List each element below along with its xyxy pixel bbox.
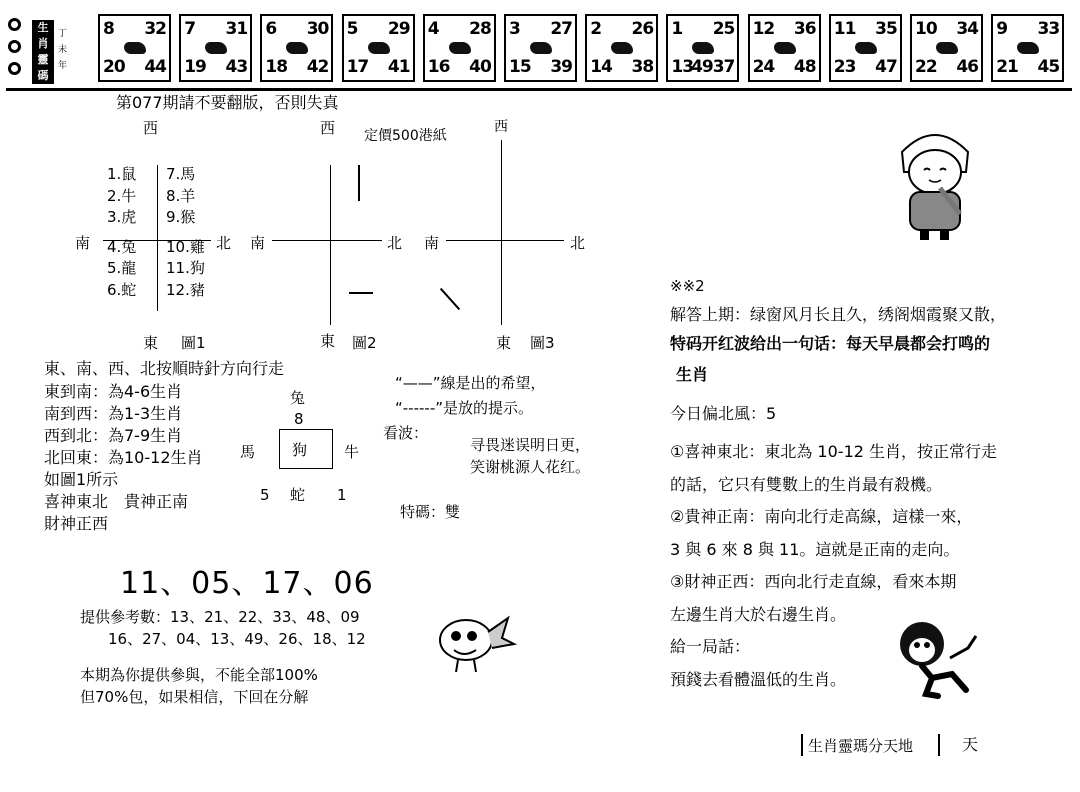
cell-number: 11 — [833, 19, 856, 39]
banner-tab — [6, 14, 94, 86]
hint-line — [440, 288, 460, 310]
cross-bottom: 蛇 — [290, 486, 306, 504]
cross-top: 兔 — [290, 389, 306, 407]
zodiac-cell — [585, 14, 658, 82]
zodiac-animal-icon — [205, 42, 227, 54]
zodiac-item: 1.鼠 — [107, 165, 137, 183]
cell-number: 45 — [1037, 57, 1060, 77]
hint-line — [358, 165, 360, 201]
cell-number: 23 — [833, 57, 856, 77]
cell-number: 26 — [631, 19, 654, 39]
cell-number: 38 — [631, 57, 654, 77]
zodiac-cell — [910, 14, 983, 82]
cell-number: 44 — [144, 57, 166, 77]
cross-bottom-left: 5 — [260, 486, 270, 504]
cell-number: 12 — [752, 19, 775, 39]
main-numbers: 11、05、17、06 — [120, 566, 374, 601]
zodiac-cell — [260, 14, 333, 82]
zodiac-item: 7.馬 — [166, 165, 196, 183]
tab-year: 丁 未 年 — [58, 29, 68, 71]
cell-number: 13 — [671, 57, 694, 77]
dir-north: 北 — [216, 234, 232, 252]
cell-number: 31 — [225, 19, 248, 39]
cell-number: 20 — [103, 57, 125, 77]
analysis-line: 的話，它只有雙數上的生肖最有殺機。 — [670, 474, 943, 494]
cell-number: 19 — [184, 57, 206, 77]
cell-number: 2 — [590, 19, 602, 39]
cell-number: 22 — [915, 57, 937, 77]
dir-south: 南 — [424, 234, 440, 252]
legend-solid: “——”線是出的希望， — [395, 374, 546, 392]
footer-bar — [938, 734, 940, 756]
cell-number: 27 — [550, 19, 572, 39]
hint-line — [349, 292, 373, 294]
cell-number: 4937 — [691, 57, 735, 77]
zodiac-cell — [179, 14, 252, 82]
analysis-line: 左邊生肖大於右邊生肖。 — [670, 604, 847, 624]
girl-illustration-icon — [880, 122, 990, 247]
zodiac-cell — [666, 14, 739, 82]
zodiac-animal-icon — [855, 42, 877, 54]
axis-horizontal — [272, 240, 382, 241]
cell-number: 14 — [590, 57, 612, 77]
cell-number: 29 — [387, 19, 410, 39]
cell-number: 3 — [509, 19, 520, 39]
cell-number: 6 — [265, 19, 277, 39]
cell-number: 25 — [712, 19, 735, 39]
tab-label: 生 肖 靈 碼 — [32, 20, 54, 84]
dir-east: 東 — [320, 332, 336, 350]
kanbo-label: 看波： — [383, 424, 429, 442]
dir-west: 西 — [143, 119, 159, 137]
cell-number: 15 — [509, 57, 531, 77]
zodiac-list-right — [166, 164, 205, 301]
cell-number: 39 — [550, 57, 572, 77]
price-label: 定價500港紙 — [364, 128, 447, 144]
cartoon-creature-icon — [436, 608, 518, 678]
issue-notice: 第077期請不要翻版，否則失真 — [116, 93, 339, 112]
note-line2: 但70%包，如果相信，下回在分解 — [80, 688, 309, 706]
analysis-paragraphs — [670, 436, 997, 696]
zodiac-cell — [342, 14, 415, 82]
zodiac-item: 6.蛇 — [107, 280, 137, 299]
analysis-line: ②貴神正南：南向北行走高線，這樣一來， — [670, 507, 973, 526]
zodiac-cell — [504, 14, 577, 82]
cell-number: 10 — [915, 19, 937, 39]
cell-number: 24 — [752, 57, 775, 77]
zodiac-animal-icon — [449, 42, 471, 54]
cell-number: 21 — [996, 57, 1018, 77]
cell-number: 9 — [996, 19, 1008, 39]
zodiac-animal-icon — [530, 42, 552, 54]
cross-right: 牛 — [344, 443, 360, 461]
axis-vertical — [330, 165, 331, 325]
analysis-line: ①喜神東北：東北為 10-12 生肖，按正常行走 — [670, 442, 998, 461]
gods-line: 喜神東北 貴神正南 — [44, 492, 189, 511]
diagram-caption: 圖3 — [530, 334, 555, 352]
dir-west: 西 — [320, 119, 336, 137]
zodiac-cell — [423, 14, 496, 82]
footer-bar — [801, 734, 803, 756]
zodiac-cell — [98, 14, 171, 82]
kanbo-line2: 笑谢桃源人花红。 — [470, 458, 591, 476]
kanbo-line1: 寻畏迷误明日更， — [470, 436, 591, 454]
rules-list — [44, 381, 203, 535]
cell-number: 47 — [875, 57, 897, 77]
wealth-line: 財神正西 — [44, 514, 109, 533]
zodiac-animal-icon — [1017, 42, 1039, 54]
marker: ※※2 — [670, 277, 705, 295]
cell-number: 7 — [184, 19, 196, 39]
divider-vertical — [157, 165, 158, 311]
refs-values: 13、21、22、33、48、09 — [170, 608, 360, 626]
zodiac-animal-icon — [936, 42, 958, 54]
cell-number: 32 — [144, 19, 166, 39]
answer-line3: 生肖 — [676, 365, 709, 384]
analysis-line: 預錢去看體溫低的生肖。 — [670, 669, 847, 689]
zodiac-item: 2.牛 — [107, 186, 137, 205]
cell-number: 46 — [956, 57, 978, 77]
cell-number: 36 — [793, 19, 816, 39]
diagram-caption: 圖2 — [352, 334, 377, 352]
cell-number: 35 — [875, 19, 897, 39]
cell-number: 34 — [956, 19, 978, 39]
zodiac-item: 5.龍 — [107, 259, 137, 277]
analysis-line: ③財神正西：西向北行走直線，看來本期 — [670, 572, 957, 591]
zodiac-animal-icon — [124, 42, 146, 54]
zodiac-animal-icon — [286, 42, 308, 54]
rules-intro: 東、南、西、北按順時針方向行走 — [44, 359, 285, 378]
answer-line2: 特码开红波给出一句话：每天早晨都会打鸣的 — [670, 334, 991, 353]
cell-number: 48 — [793, 57, 816, 77]
cell-number: 41 — [387, 57, 410, 77]
cell-number: 40 — [469, 57, 491, 77]
cell-number: 33 — [1037, 19, 1060, 39]
zodiac-number-banner — [6, 8, 1072, 91]
zodiac-item: 12.豬 — [166, 280, 205, 299]
zodiac-cell — [829, 14, 902, 82]
footer-side: 天 — [962, 735, 979, 754]
zodiac-cell — [748, 14, 821, 82]
dir-south: 南 — [250, 234, 266, 252]
zodiac-animal-icon — [692, 42, 714, 54]
cross-bottom-right: 1 — [337, 486, 347, 504]
axis-horizontal — [446, 240, 564, 241]
zodiac-item: 9.猴 — [166, 208, 196, 226]
cross-left: 馬 — [240, 443, 256, 461]
cell-number: 18 — [265, 57, 288, 77]
zodiac-item: 8.羊 — [166, 186, 196, 205]
zodiac-item: 11.狗 — [166, 259, 205, 277]
ring-icon — [8, 40, 21, 53]
cell-number: 5 — [346, 19, 358, 39]
refs-row2: 16、27、04、13、49、26、18、12 — [108, 630, 366, 648]
zodiac-item: 4.兔 — [107, 237, 137, 256]
special-code: 特碼：雙 — [400, 503, 461, 521]
legend-dash: “------”是放的提示。 — [395, 399, 534, 417]
zodiac-list-left — [107, 164, 136, 301]
note-line1: 本期為你提供參與，不能全部100% — [80, 666, 318, 684]
answer-line1: 解答上期：绿窗风月长且久，绣阁烟霞聚又散， — [670, 305, 1007, 324]
cell-number: 42 — [306, 57, 329, 77]
cell-number: 30 — [306, 19, 329, 39]
rule-line: 南到西：為1-3生肖 — [44, 404, 183, 423]
wind-line: 今日偏北風：5 — [670, 404, 777, 423]
zodiac-animal-icon — [774, 42, 796, 54]
ring-icon — [8, 18, 21, 31]
rule-line: 如圖1所示 — [44, 470, 119, 489]
cross-center: 狗 — [292, 441, 308, 459]
dir-east: 東 — [496, 334, 512, 352]
rule-line: 北回東：為10-12生肖 — [44, 448, 203, 467]
cell-number: 17 — [346, 57, 369, 77]
rule-line: 西到北：為7-9生肖 — [44, 426, 183, 445]
dir-east: 東 — [143, 334, 159, 352]
zodiac-animal-icon — [368, 42, 390, 54]
dir-south: 南 — [75, 234, 91, 252]
cell-number: 43 — [225, 57, 248, 77]
ring-icon — [8, 62, 21, 75]
analysis-line: 給一局話： — [670, 637, 751, 656]
dir-north: 北 — [570, 234, 586, 252]
refs-row1 — [80, 606, 360, 628]
cell-number: 16 — [427, 57, 450, 77]
axis-vertical — [501, 140, 502, 325]
diagram-caption: 圖1 — [181, 334, 206, 352]
cell-number: 8 — [103, 19, 114, 39]
zodiac-cell — [991, 14, 1064, 82]
dir-west: 西 — [494, 119, 508, 135]
cross-top-num: 8 — [294, 410, 304, 428]
analysis-line: 3 與 6 來 8 與 11。這就是正南的走向。 — [670, 539, 960, 559]
cell-number: 4 — [427, 19, 439, 39]
cell-number: 1 — [671, 19, 683, 39]
dir-north: 北 — [387, 234, 403, 252]
zodiac-animal-icon — [611, 42, 633, 54]
footer-title: 生肖靈瑪分天地 — [808, 737, 914, 755]
refs-label: 提供參考數： — [80, 608, 171, 626]
zodiac-item: 3.虎 — [107, 208, 137, 226]
rule-line: 東到南：為4-6生肖 — [44, 382, 183, 401]
zodiac-item: 10.雞 — [166, 237, 205, 256]
cell-number: 28 — [469, 19, 491, 39]
